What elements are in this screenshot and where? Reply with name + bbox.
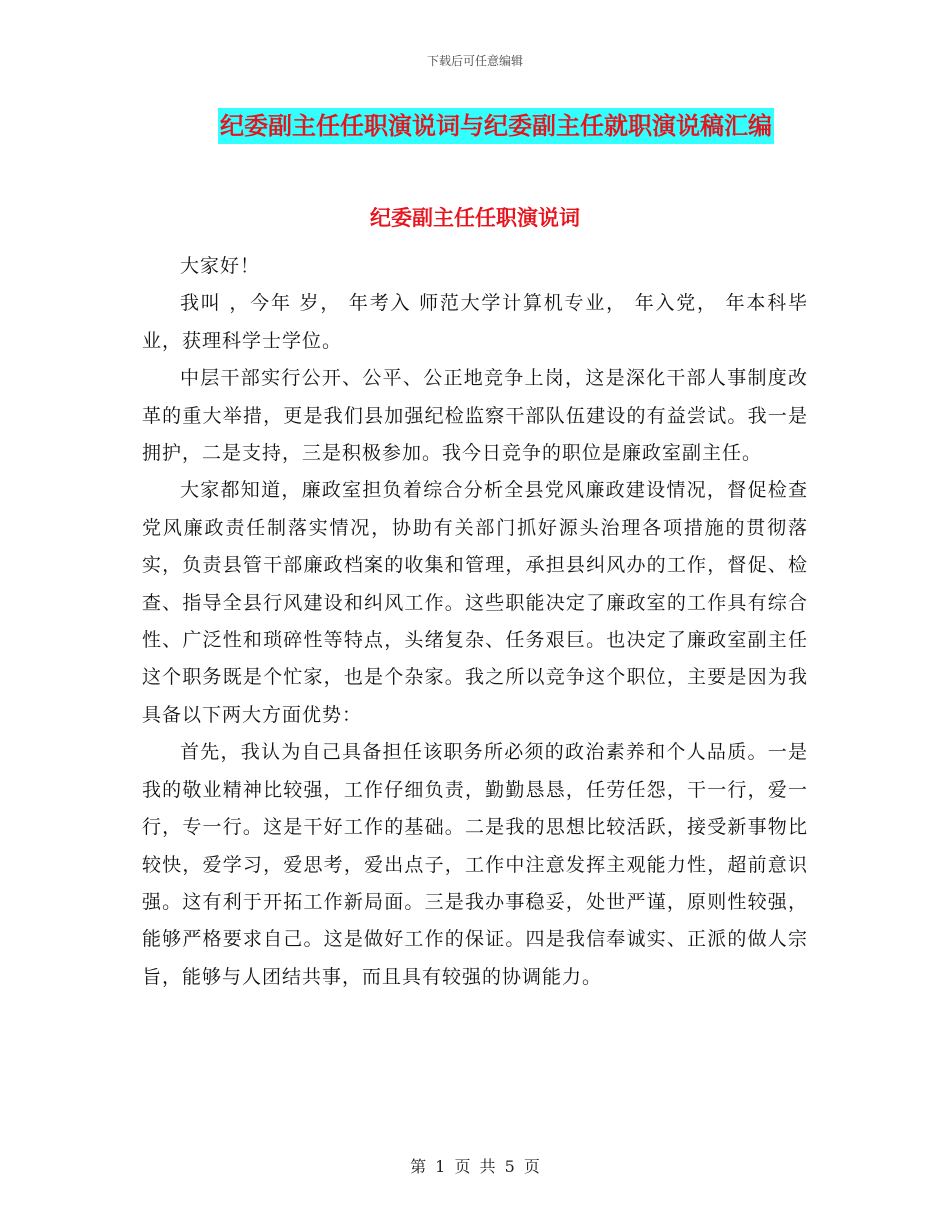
document-title: 纪委副主任任职演说词与纪委副主任就职演说稿汇编 xyxy=(218,108,774,144)
document-body xyxy=(142,248,808,996)
page-number: 第 1 页 共 5 页 xyxy=(410,1157,540,1176)
paragraph-introduction: 我叫 ，今年 岁， 年考入 师范大学计算机专业， 年入党， 年本科毕业，获理科学士学位。 xyxy=(142,292,808,352)
paragraph-reform: 中层干部实行公开、公平、公正地竞争上岗，这是深化干部人事制度改革的重大举措，更是我们县加强纪检监察干部队伍建设的有益尝试。我一是拥护，二是支持，三是积极参加。我今日竞争的职位是廉政室副主任。 xyxy=(142,367,808,465)
paragraph-qualifications: 首先，我认为自己具备担任该职务所必须的政治素养和个人品质。一是我的敬业精神比较强，工作仔细负责，勤勤恳恳，任劳任怨，干一行，爱一行，专一行。这是干好工作的基础。二是我的思想比较活跃，接受新事物比较快，爱学习，爱思考，爱出点子，工作中注意发挥主观能力性，超前意识强。这有利于开拓工作新局面。三是我办事稳妥，处世严谨，原则性较强，能够严格要求自己。这是做好工作的保证。四是我信奉诚实、正派的做人宗旨，能够与人团结共事，而且具有较强的协调能力。 xyxy=(142,741,808,988)
document-title-container xyxy=(0,108,950,144)
page-header-note: 下载后可任意编辑 xyxy=(426,54,523,68)
section-title: 纪委副主任任职演说词 xyxy=(370,206,580,230)
paragraph-office-duties: 大家都知道，廉政室担负着综合分析全县党风廉政建设情况，督促检查党风廉政责任制落实情况，协助有关部门抓好源头治理各项措施的贯彻落实，负责县管干部廉政档案的收集和管理，承担县纠风办的工作，督促、检查、指导全县行风建设和纠风工作。这些职能决定了廉政室的工作具有综合性、广泛性和琐碎性等特点，头绪复杂、任务艰巨。也决定了廉政室副主任这个职务既是个忙家，也是个杂家。我之所以竞争这个职位，主要是因为我具备以下两大方面优势： xyxy=(142,479,808,726)
paragraph-greeting: 大家好！ xyxy=(180,255,261,277)
